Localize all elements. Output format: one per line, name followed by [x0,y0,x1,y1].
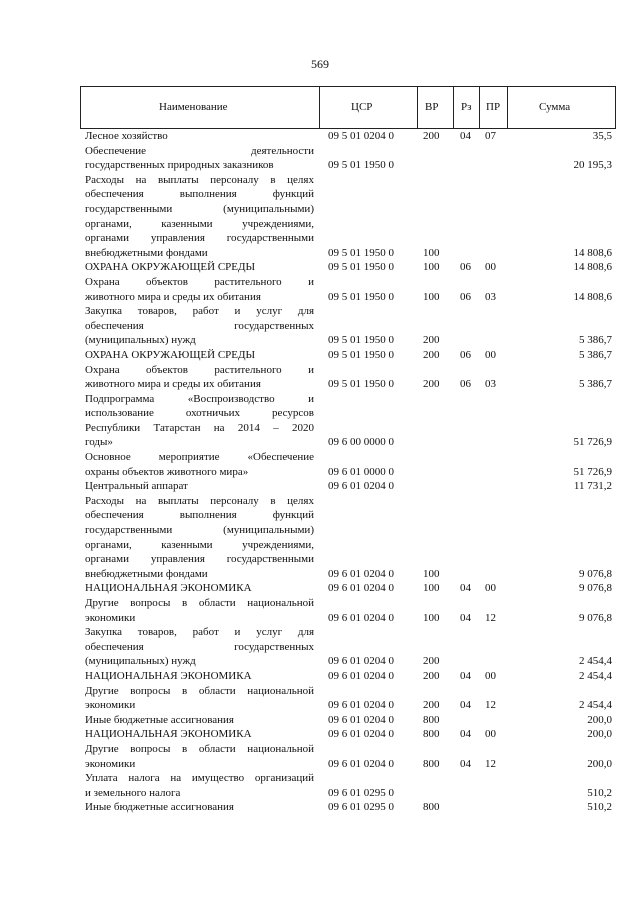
row-name [80,581,314,596]
column-divider [417,87,418,128]
row-csr: 09 6 01 0204 0 [328,757,394,770]
row-rz: 06 [460,378,471,391]
row-name [80,669,314,684]
column-header-name: Наименование [159,101,228,113]
row-name-line: обеспечения государственных [85,319,314,332]
row-name-line: Охрана объектов растительного и [85,363,314,376]
column-header-rz: Рз [461,101,472,113]
row-rz: 06 [460,290,471,303]
row-sum: 51 726,9 [573,436,612,449]
row-name-line: ОХРАНА ОКРУЖАЮЩЕЙ СРЕДЫ [85,348,256,361]
budget-table [80,86,616,815]
row-name-line: НАЦИОНАЛЬНАЯ ЭКОНОМИКА [85,728,252,741]
row-pr: 00 [485,582,496,595]
row-sum: 51 726,9 [573,465,612,478]
row-csr: 09 6 01 0204 0 [328,728,394,741]
row-vr: 100 [423,567,440,580]
row-name-line: (муниципальных) нужд [85,655,196,668]
row-name-line: животного мира и среды их обитания [85,290,261,303]
row-sum: 9 076,8 [579,582,612,595]
table-row [80,144,616,173]
row-csr: 09 5 01 1950 0 [328,290,394,303]
row-name-line: Центральный аппарат [85,480,188,493]
row-rz: 06 [460,348,471,361]
row-name-line: органами, казенными учреждениями, [85,217,314,230]
row-vr: 800 [423,713,440,726]
table-row [80,173,616,261]
row-name-line: Лесное хозяйство [85,130,168,142]
column-divider [319,87,320,128]
column-header-csr: ЦСР [351,101,373,113]
row-sum: 200,0 [587,757,612,770]
row-name-line: Республики Татарстан на 2014 – 2020 [85,421,314,434]
table-row [80,625,616,669]
row-csr: 09 5 01 1950 0 [328,348,394,361]
row-name-line: Охрана объектов растительного и [85,275,314,288]
row-sum: 35,5 [592,130,612,142]
row-rz: 06 [460,261,471,274]
table-row [80,596,616,625]
row-csr: 09 6 01 0000 0 [328,465,394,478]
row-name-line: экономики [85,611,136,624]
table-row [80,713,616,728]
row-name [80,275,314,304]
row-rz: 04 [460,130,471,142]
table-row [80,260,616,275]
table-header [80,86,616,129]
row-name-line: экономики [85,699,136,712]
row-name [80,479,314,494]
row-name [80,800,314,815]
row-name [80,494,314,582]
table-row [80,684,616,713]
row-rz: 04 [460,699,471,712]
row-sum: 2 454,4 [579,669,612,682]
row-sum: 5 386,7 [579,378,612,391]
row-pr: 07 [485,130,496,142]
row-name-line: Уплата налога на имущество организаций [85,772,314,785]
row-csr: 09 6 00 0000 0 [328,436,394,449]
table-row [80,392,616,450]
row-pr: 12 [485,699,496,712]
column-header-vr: ВР [425,101,439,113]
row-rz: 04 [460,611,471,624]
row-sum: 2 454,4 [579,655,612,668]
row-vr: 100 [423,246,440,259]
row-name-line: обеспечения выполнения функций [85,509,314,522]
row-name-line: НАЦИОНАЛЬНАЯ ЭКОНОМИКА [85,582,252,595]
row-name [80,684,314,713]
row-vr: 800 [423,757,440,770]
row-name [80,363,314,392]
row-sum: 14 808,6 [573,290,612,303]
row-sum: 5 386,7 [579,348,612,361]
row-name-line: Другие вопросы в области национальной [85,684,314,697]
row-csr: 09 5 01 1950 0 [328,261,394,274]
row-name-line: годы» [85,436,113,449]
row-csr: 09 5 01 1950 0 [328,334,394,347]
row-name [80,742,314,771]
row-name-line: Обеспечение деятельности [85,144,314,157]
table-row [80,479,616,494]
table-row [80,727,616,742]
row-name-line: государственными (муниципальными) [85,524,314,537]
row-rz: 04 [460,582,471,595]
row-name-line: органами, казенными учреждениями, [85,538,314,551]
row-pr: 00 [485,261,496,274]
row-vr: 100 [423,582,440,595]
row-csr: 09 5 01 0204 0 [328,130,394,142]
table-row [80,450,616,479]
row-name [80,727,314,742]
row-name [80,348,314,363]
row-name-line: внебюджетными фондами [85,567,208,580]
row-pr: 00 [485,348,496,361]
table-row [80,304,616,348]
row-name-line: охраны объектов животного мира» [85,465,249,478]
row-name [80,304,314,348]
row-name-line: Подпрограмма «Воспроизводство и [85,392,314,405]
row-name-line: экономики [85,757,136,770]
row-name-line: органами управления государственными [85,232,314,245]
table-row [80,581,616,596]
row-name-line: органами управления государственными [85,553,314,566]
row-name-line: Расходы на выплаты персоналу в целях [85,494,314,507]
table-row [80,363,616,392]
row-vr: 800 [423,728,440,741]
row-name-line: внебюджетными фондами [85,246,208,259]
column-header-sum: Сумма [539,101,571,113]
row-name [80,173,314,261]
row-csr: 09 6 01 0295 0 [328,786,394,799]
row-csr: 09 6 01 0204 0 [328,582,394,595]
row-pr: 00 [485,728,496,741]
row-name-line: обеспечения государственных [85,640,314,653]
row-pr: 12 [485,611,496,624]
table-row [80,275,616,304]
column-divider [479,87,480,128]
row-sum: 9 076,8 [579,567,612,580]
row-sum: 510,2 [587,786,612,799]
row-name [80,392,314,450]
row-csr: 09 6 01 0204 0 [328,611,394,624]
row-vr: 200 [423,378,440,391]
row-sum: 200,0 [587,728,612,741]
row-csr: 09 6 01 0204 0 [328,655,394,668]
page-number: 569 [311,57,329,71]
row-name-line: Расходы на выплаты персоналу в целях [85,173,314,186]
row-name-line: Основное мероприятие «Обеспечение [85,451,314,464]
row-sum: 20 195,3 [573,159,612,172]
table-row [80,669,616,684]
row-name [80,771,314,800]
row-name [80,260,314,275]
row-sum: 14 808,6 [573,246,612,259]
row-name [80,129,314,144]
row-name-line: Закупка товаров, работ и услуг для [85,305,314,318]
row-sum: 9 076,8 [579,611,612,624]
row-csr: 09 5 01 1950 0 [328,246,394,259]
row-name-line: НАЦИОНАЛЬНАЯ ЭКОНОМИКА [85,669,252,682]
row-rz: 04 [460,669,471,682]
row-vr: 200 [423,655,440,668]
row-name-line: использование охотничьих ресурсов [85,407,314,420]
row-name-line: Другие вопросы в области национальной [85,597,314,609]
row-sum: 200,0 [587,713,612,726]
row-rz: 04 [460,757,471,770]
row-name [80,713,314,728]
column-divider [507,87,508,128]
row-pr: 00 [485,669,496,682]
row-name-line: Другие вопросы в области национальной [85,742,314,755]
row-csr: 09 6 01 0204 0 [328,567,394,580]
row-sum: 14 808,6 [573,261,612,274]
row-sum: 2 454,4 [579,699,612,712]
row-sum: 11 731,2 [573,480,612,493]
row-csr: 09 5 01 1950 0 [328,378,394,391]
table-row [80,129,616,144]
row-vr: 100 [423,261,440,274]
row-vr: 200 [423,669,440,682]
row-name-line: животного мира и среды их обитания [85,378,261,391]
row-rz: 04 [460,728,471,741]
table-row [80,771,616,800]
row-csr: 09 6 01 0204 0 [328,699,394,712]
row-name [80,596,314,625]
table-row [80,800,616,815]
row-csr: 09 5 01 1950 0 [328,159,394,172]
row-name-line: государственных природных заказников [85,159,274,172]
row-sum: 5 386,7 [579,334,612,347]
row-name [80,450,314,479]
table-body [80,129,616,815]
row-vr: 200 [423,334,440,347]
table-row [80,494,616,582]
row-pr: 03 [485,378,496,391]
row-csr: 09 6 01 0295 0 [328,801,394,814]
row-name-line: обеспечения выполнения функций [85,188,314,201]
column-divider [453,87,454,128]
row-pr: 03 [485,290,496,303]
row-name-line: Иные бюджетные ассигнования [85,801,234,814]
row-csr: 09 6 01 0204 0 [328,669,394,682]
row-csr: 09 6 01 0204 0 [328,480,394,493]
row-name-line: и земельного налога [85,786,181,799]
row-name [80,144,314,173]
row-vr: 100 [423,611,440,624]
row-name [80,625,314,669]
row-vr: 100 [423,290,440,303]
row-csr: 09 6 01 0204 0 [328,713,394,726]
row-name-line: Иные бюджетные ассигнования [85,713,234,726]
row-name-line: государственными (муниципальными) [85,202,314,215]
row-sum: 510,2 [587,801,612,814]
row-vr: 200 [423,348,440,361]
row-name-line: ОХРАНА ОКРУЖАЮЩЕЙ СРЕДЫ [85,261,256,274]
column-header-pr: ПР [486,101,501,113]
row-name-line: (муниципальных) нужд [85,334,196,347]
row-vr: 200 [423,130,440,142]
table-row [80,742,616,771]
row-vr: 200 [423,699,440,712]
row-vr: 800 [423,801,440,814]
row-name-line: Закупка товаров, работ и услуг для [85,626,314,639]
row-pr: 12 [485,757,496,770]
table-row [80,348,616,363]
